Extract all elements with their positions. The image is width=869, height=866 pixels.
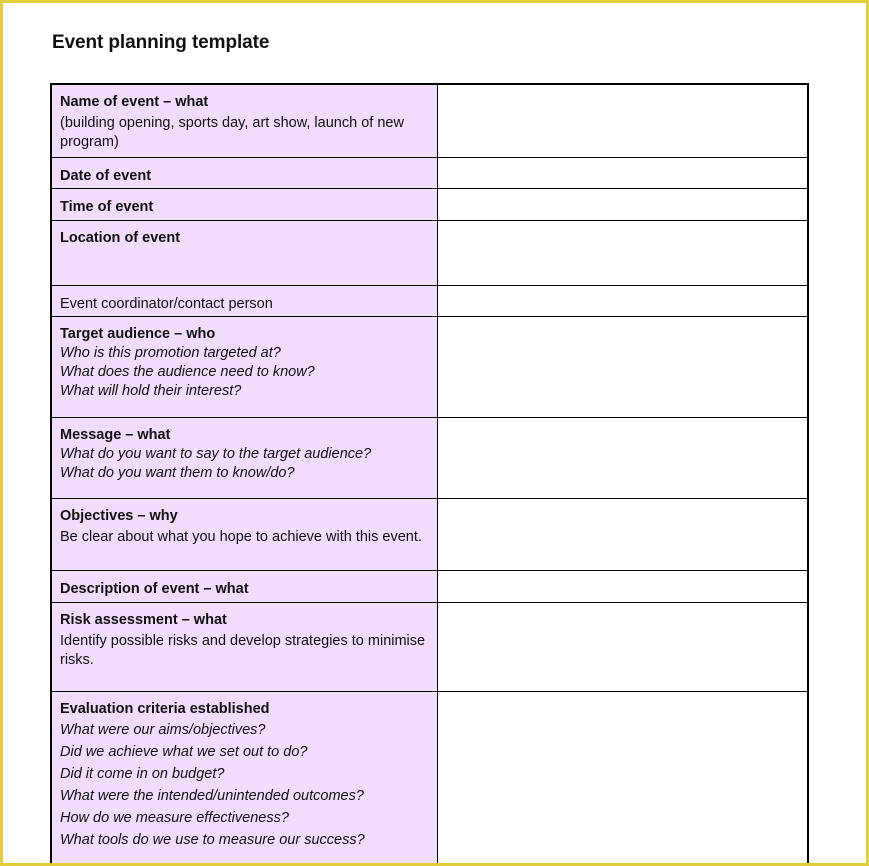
- table-row-description-of-event: [51, 570, 808, 602]
- question-line: What were the intended/unintended outcomes?: [60, 787, 364, 804]
- value-cell-target-audience[interactable]: [437, 316, 808, 417]
- value-cell-date-of-event[interactable]: [437, 157, 808, 188]
- row-label-message: Message – what: [60, 426, 171, 443]
- label-cell-name-of-event: [51, 84, 437, 157]
- row-label-objectives: Objectives – why: [60, 507, 178, 524]
- question-line: What do you want them to know/do?: [60, 464, 295, 481]
- table-row-risk-assessment: [51, 602, 808, 691]
- label-cell-date-of-event: [51, 157, 437, 188]
- row-label-location-of-event: Location of event: [60, 229, 181, 246]
- value-cell-risk-assessment[interactable]: [437, 602, 808, 691]
- value-cell-evaluation-criteria[interactable]: [437, 691, 808, 866]
- value-cell-name-of-event[interactable]: [437, 84, 808, 157]
- label-cell-description-of-event: [51, 570, 437, 602]
- question-line: Who is this promotion targeted at?: [60, 344, 281, 361]
- row-label-date-of-event: Date of event: [60, 167, 152, 184]
- question-line: What do you want to say to the target audience?: [60, 445, 372, 462]
- question-line: How do we measure effectiveness?: [60, 809, 289, 826]
- question-line: Did we achieve what we set out to do?: [60, 743, 308, 760]
- row-description-name-of-event: (building opening, sports day, art show, launch of new program): [60, 115, 404, 150]
- table-row-message: [51, 417, 808, 498]
- table-row-evaluation-criteria: [51, 691, 808, 866]
- page-title: Event planning template: [52, 32, 270, 53]
- table-row-time-of-event: [51, 188, 808, 220]
- label-cell-time-of-event: [51, 188, 437, 220]
- question-line: Did it come in on budget?: [60, 765, 225, 782]
- row-description-objectives: Be clear about what you hope to achieve with this event.: [60, 528, 422, 545]
- label-cell-risk-assessment: [51, 602, 437, 691]
- question-line: What tools do we use to measure our success?: [60, 831, 365, 848]
- row-label-evaluation-criteria: Evaluation criteria established: [60, 700, 270, 717]
- table-row-date-of-event: [51, 157, 808, 188]
- row-label-event-coordinator: Event coordinator/contact person: [60, 295, 273, 312]
- row-label-risk-assessment: Risk assessment – what: [60, 611, 227, 628]
- table-row-location-of-event: [51, 220, 808, 285]
- value-cell-description-of-event[interactable]: [437, 570, 808, 602]
- table-row-target-audience: [51, 316, 808, 417]
- question-line: What were our aims/objectives?: [60, 721, 266, 738]
- label-cell-evaluation-criteria: [51, 691, 437, 866]
- question-line: What does the audience need to know?: [60, 363, 315, 380]
- row-label-target-audience: Target audience – who: [60, 325, 216, 342]
- value-cell-message[interactable]: [437, 417, 808, 498]
- value-cell-event-coordinator[interactable]: [437, 285, 808, 316]
- row-label-time-of-event: Time of event: [60, 198, 154, 215]
- value-cell-objectives[interactable]: [437, 498, 808, 570]
- value-cell-location-of-event[interactable]: [437, 220, 808, 285]
- table-row-objectives: [51, 498, 808, 570]
- label-cell-objectives: [51, 498, 437, 570]
- value-cell-time-of-event[interactable]: [437, 188, 808, 220]
- table-row-event-coordinator: [51, 285, 808, 316]
- row-label-name-of-event: Name of event – what: [60, 94, 209, 110]
- row-description-risk-assessment: Identify possible risks and develop strategies to minimise risks.: [60, 632, 426, 668]
- table-row-name-of-event: [51, 84, 808, 157]
- label-cell-event-coordinator: [51, 285, 437, 316]
- label-cell-target-audience: [51, 316, 437, 417]
- label-cell-message: [51, 417, 437, 498]
- event-planning-table: [50, 83, 809, 866]
- label-cell-location-of-event: [51, 220, 437, 285]
- row-label-description-of-event: Description of event – what: [60, 580, 249, 597]
- question-line: What will hold their interest?: [60, 382, 242, 399]
